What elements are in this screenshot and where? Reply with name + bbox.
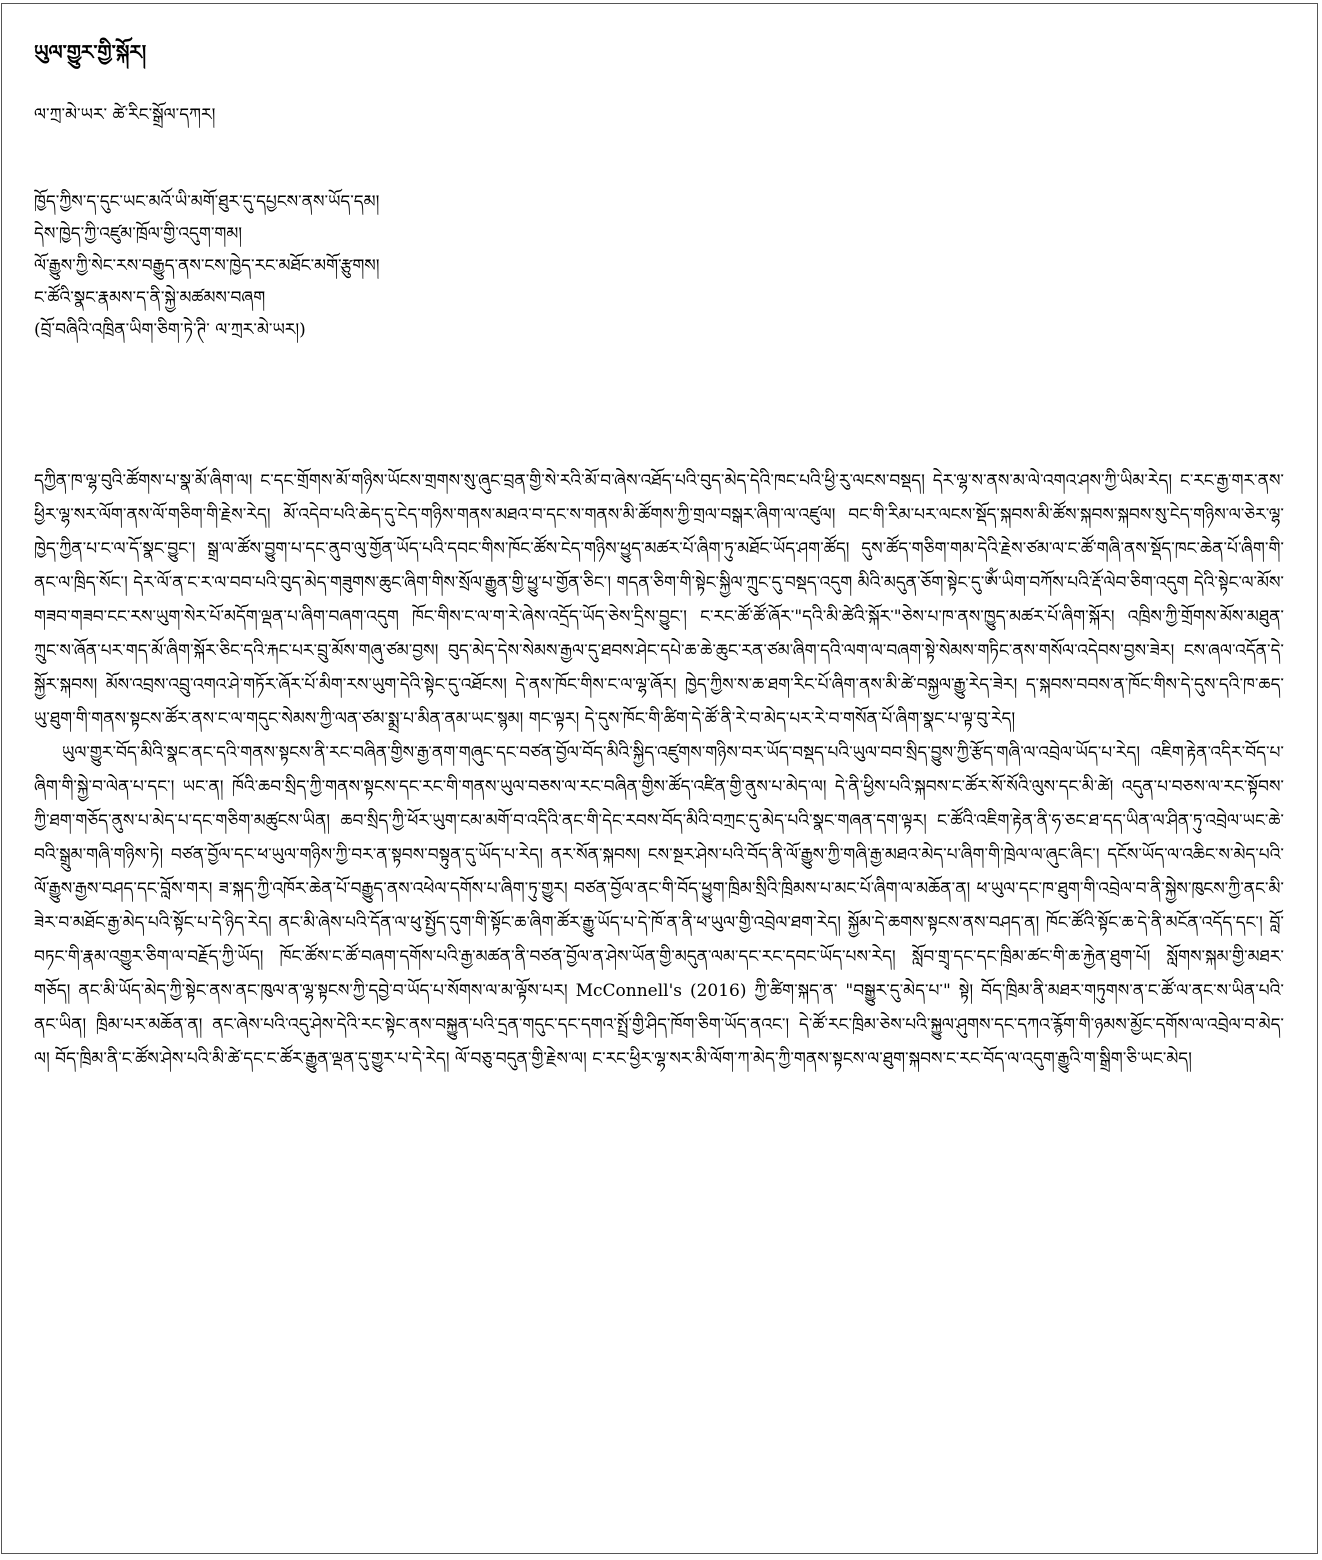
author-line: ལ་ཀྲ་མེ་ཡར་ ཚེ་རིང་སྒྲོལ་དཀར།	[34, 105, 216, 125]
body-text	[34, 464, 1284, 1076]
body-paragraph: ཡུལ་གྱུར་བོད་མིའི་སྣང་ནང་དའི་གནས་སྟངས་ནི་རང་བཞིན་གྱིས་རྒྱ་ནག་གཞུང་དང་བཙན་བྱོལ་བོད་མིའི་སྐྱིད་འཛུགས་གཉིས་བར་ཡོད་བསྡད་པའི་ཡུལ་བབ་སྲིད་བྱུས་ཀྱི་རྩོད་གཞི་ལ་འབྲེལ་ཡོད་པ་རེད། འཇིག་རྟེན་འདིར་བོད་པ་ཞིག་གི་སྐྱེ་བ་ལེན་པ་དང་། ཡང་ན། ཁོའི་ཆབ་སྲིད་ཀྱི་གནས་སྟངས་དང་རང་གི་གནས་ཡུལ་བཅས་ལ་རང་བཞིན་གྱིས་ཚོད་འཛིན་གྱི་ནུས་པ་མེད་ལ། དེ་ནི་ཕྱིས་པའི་སྐབས་ང་ཚོར་སོ་སོའི་ལུས་དང་མི་ཚེ། འདུན་པ་བཅས་ལ་རང་སྟོབས་ཀྱི་ཐག་གཅོད་ནུས་པ་མེད་པ་དང་གཅིག་མཚུངས་ཡིན། ཆབ་སྲིད་ཀྱི་ཕོར་ཡུག་ངམ་མགོ་བ་འདིའི་ནང་གི་དེང་རབས་བོད་མིའི་བཀྲང་དུ་མེད་པའི་སྣང་གཞན་དག་ལྟར། ང་ཚོའི་འཇིག་རྟེན་ནི་ཧ་ཅང་ཐ་དད་ཡིན་ལ་ཤིན་ཏུ་འབྲེལ་ཡང་ཆེ་བའི་སྒྲུམ་གཞི་གཉིས་ཏེ། བཙན་བྱོལ་དང་ཕ་ཡུལ་གཉིས་ཀྱི་བར་ན་སྟབས་བསྟུན་དུ་ཡོད་པ་རེད། ནར་སོན་སྐབས། ངས་སྔར་ཤེས་པའི་བོད་ནི་ལོ་རྒྱུས་ཀྱི་གཞི་རྒྱ་མཐའ་མེད་པ་ཞིག་གི་ཁྲེལ་ལ་ཞུང་ཞིང་། དངོས་ཡོད་ལ་འཆིང་ས་མེད་པའི་ལོ་རྒྱུས་རྒྱས་བཤད་དང་བློས་གར། ཟ་སྐད་ཀྱི་འཁོར་ཆེན་པོ་བརྒྱུད་ནས་འཕེལ་དགོས་པ་ཞིག་ཏུ་གྱུར། བཙན་བྱོལ་ནང་གི་བོད་ཕྱུག་ཁྲིམ་སྲིའི་ཁྲིམས་པ་མང་པོ་ཞིག་ལ་མཆོན་ན། ཕ་ཡུལ་དང་ཁ་ཐུག་གི་འབྲེལ་བ་ནི་སྐྱེས་ཁུངས་ཀྱི་ནང་མི་ཟེར་བ་མཐོང་རྒྱ་མེད་པའི་སྟོང་པ་དེ་ཉིད་རེད། ནང་མི་ཞེས་པའི་དོན་ལ་ཕུ་སྤྱོད་དུག་གི་སྟོང་ཆ་ཞིག་ཚོར་རྒྱུ་ཡོད་པ་དེ་ཁོ་ན་ནི་ཕ་ཡུལ་གྱི་འབྲེལ་ཐག་རེད། སྐྱོམ་དེ་ཆགས་སྟངས་ནས་བཤད་ན། ཁོང་ཚོའི་སྟོང་ཆ་དེ་ནི་མངོན་འདོད་དང་། བློ་བཏང་གི་རྣམ་འགྱུར་ཅིག་ལ་བརྗོད་ཀྱི་ཡོད། ཁོང་ཚོས་ང་ཚོ་བཞག་དགོས་པའི་རྒྱ་མཚན་ནི་བཙན་བྱོལ་ན་ཤེས་ཡོན་གྱི་མདུན་ལམ་དང་རང་དབང་ཡོད་པས་རེད། སློབ་གྲྭ་དང་དང་ཁྲིམ་ཚང་གི་ཆ་རྐྱེན་ཐུག་པོ། སློགས་སྐམ་གྱི་མཐར་གཅོད། ནང་མི་ཡོད་མེད་ཀྱི་སྟེང་ནས་ནང་ཁུལ་ན་ལྷ་སྟངས་ཀྱི་དབྱེ་བ་ཡོད་པ་སོགས་ལ་མ་ལྟོས་པར། McConnell's (2016) ཀྱི་ཚིག་སྐད་ན་ "བསྒྱུར་དུ་མེད་པ་" སྟེ། བོད་ཁྲིམ་ནི་མཐར་གཏུགས་ན་ང་ཚོ་ལ་ནང་ས་ཡིན་པའི་ནང་ཡིན། ཁྲིམ་པར་མཆོན་ན། ནང་ཞེས་པའི་འདུ་ཤེས་དེའི་རང་སྟེང་ནས་བསྐྱུན་པའི་དྲན་གདུང་དང་དགའ་སྤྲོ་གྱི་ཤིད་ཁོག་ཅིག་ཡོད་ནའང་། དེ་ཚོ་རང་ཁྲིམ་ཅེས་པའི་སྐྱུལ་ཤུགས་དང་དཀའ་རྙོག་གི་ཉམས་མྱོང་དགོས་ལ་འབྲེལ་བ་མེད་ལ། བོད་ཁྲིམ་ནི་ང་ཚོས་ཤེས་པའི་མི་ཚེ་དང་ང་ཚོར་རྒྱུན་ལྡན་དུ་གྱུར་པ་དེ་རེད། ལོ་བཅུ་བདུན་གྱི་རྗེས་ལ། ང་རང་ཕྱིར་ལྷ་སར་མི་ལོག་ཀ་མེད་ཀྱི་གནས་སྟངས་ལ་ཐུག་སྐབས་ང་རང་བོད་ལ་འདུག་རྒྱུའི་ག་སྒྲིག་ཅི་ཡང་མེད།	[34, 743, 1284, 1069]
body-paragraph: དཀྱིན་ཁ་ལྷ་བུའི་ཚོགས་པ་སྣ་མོ་ཞིག་ལ། ང་དང་གྲོགས་མོ་གཉིས་ཡོངས་གྲགས་སུ་ཞུང་བྲན་གྱི་སེ་རའི་མོ་བ་ཞེས་འཐོད་པའི་བུད་མེད་དེའི་ཁང་པའི་ཕྱི་རུ་ལངས་བསྡད། དེར་ལྷ་ས་ནས་མ་ལེ་འགའ་ཤས་ཀྱི་ཡིམ་རེད། ང་རང་རྒྱ་གར་ནས་ཕྱིར་ལྷ་སར་ལོག་ནས་ལོ་གཅིག་གི་རྗེས་རེད། མོ་འདེབ་པའི་ཆེད་དུ་ངེད་གཉིས་གནས་མཐའ་བ་དང་ས་གནས་མི་ཚོགས་ཀྱི་གྲལ་བསྒར་ཞིག་ལ་འཛུལ། བང་གི་རིམ་པར་ལངས་སྡོད་སྐབས་མི་ཚོས་སྐབས་སྐབས་སུ་ངེད་གཉིས་ལ་ཅེར་ལྷ་ཁྱེད་ཀྱིན་པ་ང་ལ་དོ་སྣང་བྱུང་། སྒྲ་ལ་ཚོས་བྱུག་པ་དང་ནུབ་ལུ་གྱོན་ཡོད་པའི་དབང་གིས་ཁོང་ཚོས་ངེད་གཉིས་ཕྱུད་མཚར་པོ་ཞིག་ཏུ་མཐོང་ཡོད་ཤག་ཚོད། དུས་ཚོད་གཅིག་གམ་དེའི་རྗེས་ཙམ་ལ་ང་ཚོ་གཞི་ནས་སྡོད་ཁང་ཆེན་པོ་ཞིག་གི་ནང་ལ་ཁྲིད་སོང་། དེར་ལོ་ན་ང་ར་ལ་བབ་པའི་བུད་མེད་གཟུགས་ཆུང་ཞིག་གིས་སྲོལ་རྒྱུན་གྱི་ཕྱུ་པ་གྱོན་ཅིང་། གདན་ཅིག་གི་སྟེང་སྐྱིལ་ཀྲུང་དུ་བསྡད་འདུག མིའི་མདུན་ཅོག་སྟེང་དུ་ཨོཾ་ཡིག་བཀོས་པའི་རྡོ་ལེབ་ཅིག་འདུག དེའི་སྟེང་ལ་མོས་གཟབ་གཟབ་ངང་རས་ཡུག་སེར་པོ་མདོག་ལྡན་པ་ཞིག་བཞག་འདུག ཁོང་གིས་ང་ལ་ག་རེ་ཞེས་འདྲོད་ཡོད་ཅེས་དྲིས་བྱུང་། ང་རང་ཚོ་ཚོ་ཞོར་"དའི་མི་ཚེའི་སྐོར་"ཅེས་པ་ཁ་ནས་ཁྱུད་མཚར་པོ་ཞིག་སྐོར། འཁྲིས་ཀྱི་གྲོགས་མོས་མཐུན་ཀྲུང་ས་ཞོན་པར་གད་མོ་ཞིག་སྐོར་ཅིང་དའི་རྐང་པར་བྲུ་མོས་གཞུ་ཙམ་བྱས། བུད་མེད་དེས་སེམས་རྒྱལ་དུ་ཐབས་ཤེང་དཔེ་ཆ་ཆེ་ཆུང་རན་ཙམ་ཞིག་དའི་ལག་ལ་བཞག་སྟེ་སེམས་གཏིང་ནས་གསོལ་འདེབས་བྱས་ཟེར། ངས་ཞལ་འདོན་དེ་སྐྱོར་སྐབས། མོས་འབྲས་འབྲུ་འགའ་ཤེ་གཏོར་ཞོར་པོ་མིག་རས་ཡུག་དེའི་སྟེང་དུ་འཐོངས། དེ་ནས་ཁོང་གིས་ང་ལ་ལྷ་ཞོར། ཁྱེད་ཀྱིས་ས་ཆ་ཐག་རིང་པོ་ཞིག་ནས་མི་ཚེ་བསྐྱལ་རྒྱུ་རེད་ཟེར། ད་སྐབས་བབས་ན་ཁོང་གིས་དེ་དུས་དའི་ཁ་ཆད་ཡུ་ཐུག་གི་གནས་སྟངས་ཚོར་ནས་ང་ལ་གདུང་སེམས་ཀྱི་ལན་ཙམ་སྨྲ་པ་མིན་ནམ་ཡང་སྙམ། གང་ལྟར། དེ་དུས་ཁོང་གི་ཚིག་དེ་ཚོ་ནི་རེ་བ་མེད་པར་རེ་བ་གསོན་པོ་ཞིག་སྣང་པ་ལྟ་བུ་རེད།	[34, 471, 1284, 729]
poem-line: ལོ་རྒྱུས་ཀྱི་སེང་རས་བརྒྱུད་ནས་ངས་ཁྱེད་རང་མཐོང་མགོ་རྩུགས།	[34, 256, 380, 276]
document-content	[34, 38, 1284, 1076]
poem-line: དེས་ཁྱེད་ཀྱི་འཛུམ་ཁྲོལ་གྱི་འདུག་གམ།	[34, 224, 243, 244]
poem-line: ཁྱོད་ཀྱིས་ད་དུང་ཡང་མའོ་ཡི་མགོ་ཐུར་དུ་དཔྱངས་ནས་ཡོད་དམ།	[34, 192, 380, 212]
poem-line: (བྲོ་བཞིའི་འཁྲིན་ཡིག་ཅིག་ཏེ་ཊི་ ལ་ཀྲར་མེ་ཡར།)	[34, 320, 306, 340]
epigraph-poem	[34, 186, 1284, 346]
document-title: ཡུལ་གྱུར་གྱི་སྐོར།	[34, 40, 147, 64]
poem-line: ང་ཚོའི་སྣང་རྣམས་ད་ནི་སྐྱེ་མཚམས་བཞག	[34, 288, 266, 308]
